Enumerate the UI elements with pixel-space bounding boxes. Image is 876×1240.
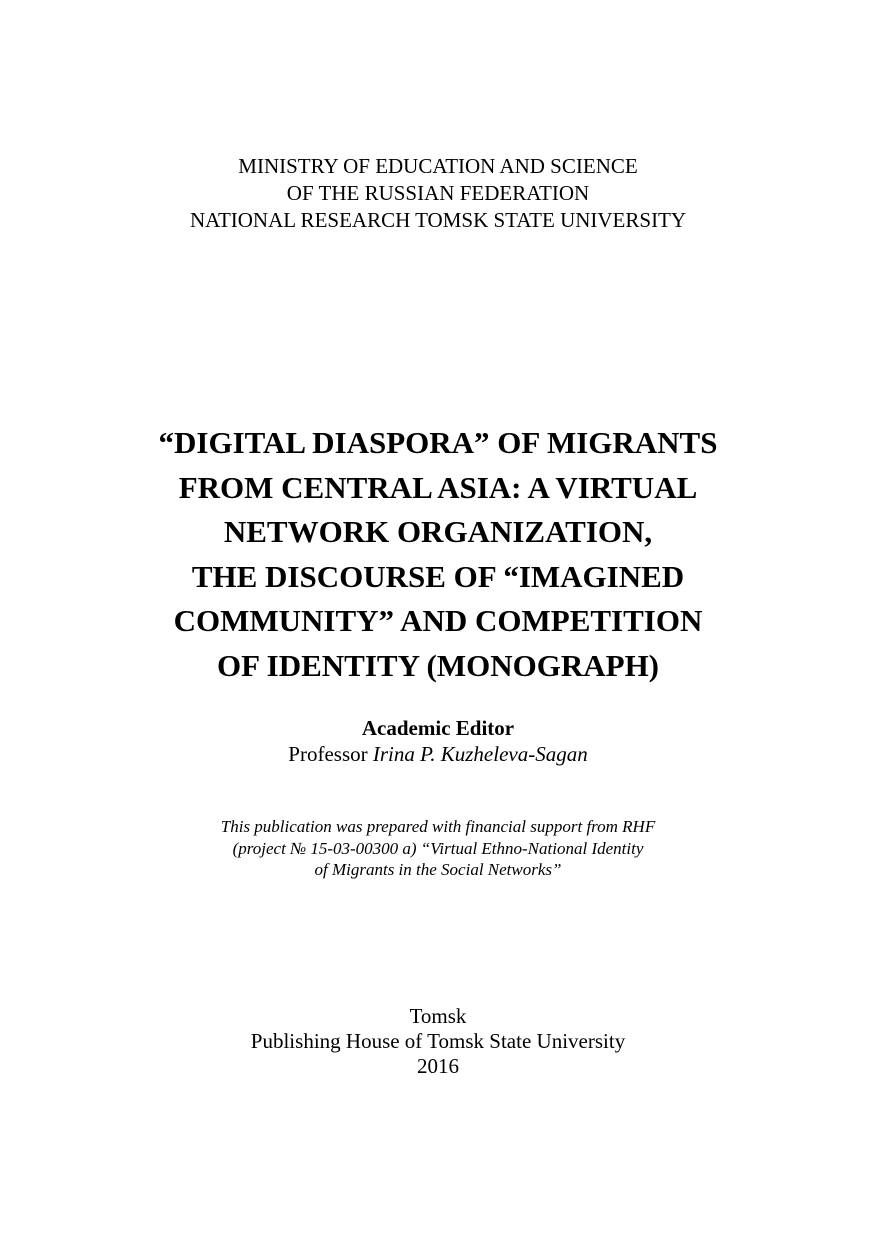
- title-line: THE DISCOURSE OF “IMAGINED: [191, 558, 685, 594]
- imprint-publisher: Publishing House of Tomsk State University: [250, 1029, 626, 1053]
- funding-line: of Migrants in the Social Networks”: [314, 860, 562, 879]
- funding-line: This publication was prepared with financial support from RHF: [220, 817, 656, 836]
- imprint: [0, 1004, 876, 1079]
- editor-credit: [0, 741, 876, 767]
- title-line: “DIGITAL DIASPORA” OF MIGRANTS: [158, 425, 718, 460]
- funding-note: [0, 816, 876, 881]
- ministry-line: MINISTRY OF EDUCATION AND SCIENCE: [238, 154, 638, 178]
- editor-name: Irina P. Kuzheleva-Sagan: [372, 742, 588, 766]
- title-line: FROM CENTRAL ASIA: A VIRTUAL: [178, 469, 698, 505]
- ministry-header: [0, 153, 876, 234]
- title-line: NETWORK ORGANIZATION,: [223, 514, 653, 549]
- title-line: COMMUNITY” AND COMPETITION: [173, 603, 703, 638]
- book-title: [0, 421, 876, 688]
- imprint-year: 2016: [417, 1054, 459, 1078]
- title-line: OF IDENTITY (MONOGRAPH): [216, 647, 660, 683]
- university-line: NATIONAL RESEARCH TOMSK STATE UNIVERSITY: [189, 208, 687, 232]
- editor-prefix: Professor: [288, 742, 368, 766]
- funding-line: (project № 15-03-00300 a) “Virtual Ethno-National Identity: [232, 838, 644, 858]
- ministry-line: OF THE RUSSIAN FEDERATION: [286, 181, 590, 205]
- editor-role: Academic Editor: [361, 716, 515, 740]
- imprint-city: Tomsk: [409, 1004, 467, 1028]
- editor-block: [0, 715, 876, 767]
